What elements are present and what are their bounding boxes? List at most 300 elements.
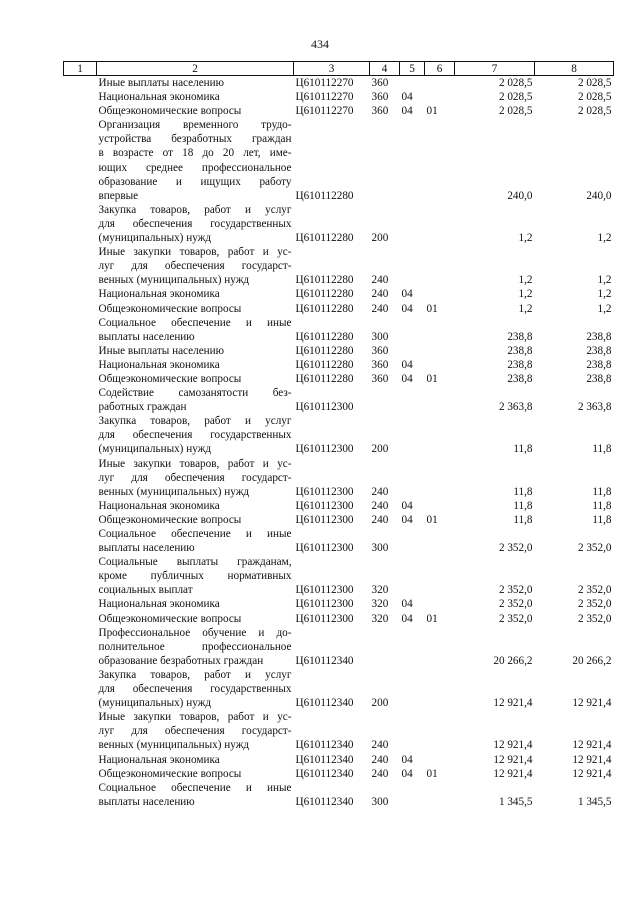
subsection-cell [425,90,455,104]
row-name-line: Общеэкономические вопросы [98,767,242,780]
expense-type-cell: 240 [371,753,389,766]
row-name-line: Национальная экономика [98,288,220,301]
amount-col7-cell: 11,8 [513,513,533,526]
amount-col8-cell: 238,8 [586,372,612,385]
row-name-cell [97,76,294,91]
table-row [64,612,614,626]
amount-col8-cell: 1,2 [597,302,612,315]
row-number-cell [64,457,97,499]
target-code-cell: Ц610112300 [295,443,354,456]
row-name-cell [97,527,294,555]
expense-type-cell: 240 [371,739,389,752]
section-cell: 04 [401,753,413,766]
amount-col7-cell: 238,8 [507,358,533,371]
amount-col8-cell: 1,2 [597,274,612,287]
subsection-cell [425,358,455,372]
amount-col8-cell: 2 352,0 [577,542,612,555]
subsection-cell [425,527,455,555]
row-name-line: в возрасте от 18 до 20 лет, име- [98,147,292,160]
amount-col7-cell: 1,2 [518,302,533,315]
target-code-cell: Ц610112280 [295,358,354,371]
row-name-line: устройства безработных граждан [98,133,292,146]
row-name-line: Общеэкономические вопросы [98,302,242,315]
expense-type-cell: 300 [371,795,389,808]
subsection-cell: 01 [426,302,438,315]
row-name-cell [97,753,294,767]
amount-col7-cell: 2 352,0 [498,612,533,625]
section-cell [400,386,425,414]
table-row [64,372,614,386]
target-code-cell: Ц610112270 [295,77,354,89]
subsection-cell [425,668,455,710]
table-row [64,527,614,555]
target-code-cell: Ц610112270 [295,105,354,118]
target-code-cell: Ц610112340 [295,739,354,752]
expense-type-cell: 320 [371,612,389,625]
table-row [64,781,614,809]
amount-col8-cell: 11,8 [592,443,612,456]
row-name-line: Социальное обеспечение и иные [98,528,292,540]
target-code-cell: Ц610112300 [295,584,354,597]
amount-col7-cell: 11,8 [513,499,533,512]
row-name-line: Социальное обеспечение и иные [98,316,292,329]
target-code-cell: Ц610112340 [295,795,354,808]
subsection-cell [425,457,455,499]
table-row [64,104,614,118]
amount-col7-cell: 12 921,4 [493,767,533,780]
row-name-line: луг для обеспечения государст- [98,725,292,738]
row-number-cell [64,767,97,781]
section-cell [400,245,425,287]
section-cell: 04 [401,105,413,118]
row-name-line: образование и ищущих работу [98,175,292,188]
amount-col8-cell: 1,2 [597,232,612,245]
row-name-line: (муниципальных) нужд [98,443,212,456]
subsection-cell: 01 [426,372,438,385]
table-row [64,668,614,710]
amount-col8-cell: 2 352,0 [577,612,612,625]
amount-col7-cell: 11,8 [513,485,533,498]
amount-col7-cell: 1,2 [518,288,533,301]
row-number-cell [64,372,97,386]
row-name-line: Закупка товаров, работ и услуг [98,415,292,428]
expense-type-cell: 240 [371,302,389,315]
expense-type-cell [370,626,400,668]
row-number-cell [64,287,97,301]
row-name-line: выплаты населению [98,330,195,343]
amount-col7-cell: 11,8 [513,443,533,456]
amount-col8-cell: 2 363,8 [577,401,612,414]
expense-type-cell: 240 [371,513,389,526]
row-name-line: Иные закупки товаров, работ и ус- [98,711,292,724]
table-row [64,767,614,781]
section-cell [400,316,425,344]
row-name-cell [97,597,294,611]
amount-col7-cell: 20 266,2 [493,654,533,667]
section-cell: 04 [401,288,413,301]
subsection-cell [425,555,455,597]
subsection-cell [425,414,455,456]
column-header: 5 [400,62,425,76]
amount-col7-cell: 240,0 [507,189,533,202]
subsection-cell [425,118,455,203]
section-cell: 04 [401,372,413,385]
row-number-cell [64,612,97,626]
section-cell: 04 [401,91,413,104]
target-code-cell: Ц610112300 [295,485,354,498]
subsection-cell: 01 [426,767,438,780]
table-row [64,499,614,513]
target-code-cell: Ц610112340 [295,654,354,667]
row-name-cell [97,767,294,781]
row-name-line: Национальная экономика [98,598,220,611]
row-name-line: для обеспечения государственных [98,683,292,696]
amount-col8-cell: 2 352,0 [577,584,612,597]
row-name-line: Национальная экономика [98,91,220,104]
table-row [64,555,614,597]
row-number-cell [64,414,97,456]
column-number-header-row [64,62,614,76]
target-code-cell: Ц610112280 [295,189,354,202]
subsection-cell [425,753,455,767]
row-name-cell [97,358,294,372]
expense-type-cell: 300 [371,542,389,555]
row-name-cell [97,710,294,752]
amount-col8-cell: 12 921,4 [572,739,612,752]
row-name-line: луг для обеспечения государст- [98,471,292,484]
row-name-line: Общеэкономические вопросы [98,372,242,385]
table-row [64,386,614,414]
table-row [64,358,614,372]
amount-col8-cell: 2 352,0 [577,598,612,611]
row-name-line: для обеспечения государственных [98,217,292,230]
row-name-line: Национальная экономика [98,499,220,512]
row-name-line: Общеэкономические вопросы [98,612,242,625]
amount-col7-cell: 2 028,5 [498,77,533,89]
row-number-cell [64,668,97,710]
amount-col8-cell: 12 921,4 [572,767,612,780]
amount-col8-cell: 11,8 [592,485,612,498]
subsection-cell [425,386,455,414]
row-name-line: венных (муниципальных) нужд [98,739,250,752]
amount-col7-cell: 2 028,5 [498,105,533,118]
subsection-cell [425,344,455,358]
row-name-line: (муниципальных) нужд [98,232,212,245]
section-cell [400,76,425,91]
target-code-cell: Ц610112300 [295,499,354,512]
row-name-line: Закупка товаров, работ и услуг [98,668,292,681]
row-name-line: Общеэкономические вопросы [98,513,242,526]
amount-col8-cell: 11,8 [592,499,612,512]
row-name-line: Общеэкономические вопросы [98,105,242,118]
expense-type-cell: 320 [371,598,389,611]
row-name-line: (муниципальных) нужд [98,697,212,710]
table-row [64,710,614,752]
row-number-cell [64,386,97,414]
row-number-cell [64,90,97,104]
subsection-cell [425,245,455,287]
expense-type-cell: 240 [371,274,389,287]
row-name-line: Содействие самозанятости без- [98,387,292,400]
row-number-cell [64,555,97,597]
table-row [64,753,614,767]
row-name-line: полнительное профессиональное [98,640,292,653]
amount-col8-cell: 238,8 [586,330,612,343]
row-name-line: впервые [98,189,139,202]
row-name-line: Национальная экономика [98,358,220,371]
row-name-line: кроме публичных нормативных [98,570,292,583]
row-name-cell [97,513,294,527]
section-cell [400,626,425,668]
amount-col8-cell: 1 345,5 [577,795,612,808]
row-name-cell [97,316,294,344]
table-row [64,76,614,91]
amount-col7-cell: 2 352,0 [498,542,533,555]
row-number-cell [64,104,97,118]
amount-col7-cell: 2 352,0 [498,598,533,611]
row-name-line: социальных выплат [98,584,193,597]
row-name-line: венных (муниципальных) нужд [98,485,250,498]
row-number-cell [64,527,97,555]
target-code-cell: Ц610112280 [295,372,354,385]
target-code-cell: Ц610112340 [295,767,354,780]
page-number: 434 [311,37,329,51]
row-number-cell [64,499,97,513]
target-code-cell: Ц610112280 [295,288,354,301]
amount-col8-cell: 2 028,5 [577,105,612,118]
amount-col8-cell: 238,8 [586,344,612,357]
row-number-cell [64,118,97,203]
amount-col7-cell: 12 921,4 [493,697,533,710]
expense-type-cell: 360 [371,358,389,371]
table-body [64,76,614,809]
row-name-line: Организация временного трудо- [98,119,292,132]
subsection-cell: 01 [426,105,438,118]
row-name-cell [97,386,294,414]
table-row [64,203,614,245]
column-header: 7 [455,62,535,76]
amount-col8-cell: 2 028,5 [577,77,612,89]
amount-col7-cell: 1,2 [518,274,533,287]
row-name-cell [97,302,294,316]
target-code-cell: Ц610112300 [295,598,354,611]
table-row [64,344,614,358]
expense-type-cell: 360 [371,91,389,104]
row-name-cell [97,287,294,301]
column-header: 4 [370,62,400,76]
row-number-cell [64,358,97,372]
section-cell [400,781,425,809]
row-number-cell [64,626,97,668]
row-name-cell [97,344,294,358]
target-code-cell: Ц610112280 [295,274,354,287]
section-cell [400,414,425,456]
amount-col7-cell: 12 921,4 [493,753,533,766]
row-number-cell [64,781,97,809]
section-cell [400,457,425,499]
subsection-cell [425,76,455,91]
table-row [64,302,614,316]
section-cell [400,555,425,597]
section-cell [400,710,425,752]
amount-col7-cell: 12 921,4 [493,739,533,752]
subsection-cell: 01 [426,513,438,526]
amount-col7-cell: 1 345,5 [498,795,533,808]
target-code-cell: Ц610112280 [295,232,354,245]
section-cell: 04 [401,612,413,625]
column-header: 3 [294,62,370,76]
row-name-cell [97,118,294,203]
amount-col8-cell: 11,8 [592,513,612,526]
target-code-cell: Ц610112340 [295,753,354,766]
subsection-cell [425,203,455,245]
amount-col8-cell: 240,0 [586,189,612,202]
row-name-cell [97,457,294,499]
row-name-line: образование безработных граждан [98,654,264,667]
target-code-cell: Ц610112300 [295,542,354,555]
section-cell: 04 [401,513,413,526]
column-header: 2 [97,62,294,76]
row-name-cell [97,203,294,245]
expense-type-cell: 240 [371,499,389,512]
column-header: 8 [535,62,614,76]
target-code-cell: Ц610112300 [295,513,354,526]
subsection-cell [425,597,455,611]
row-number-cell [64,245,97,287]
expense-type-cell [370,118,400,203]
expense-type-cell: 200 [371,697,389,710]
table-row [64,245,614,287]
table-row [64,118,614,203]
row-name-line: для обеспечения государственных [98,429,292,442]
amount-col8-cell: 12 921,4 [572,697,612,710]
expense-type-cell: 200 [371,232,389,245]
row-name-cell [97,414,294,456]
row-number-cell [64,203,97,245]
row-number-cell [64,302,97,316]
expense-type-cell: 240 [371,288,389,301]
expense-type-cell: 320 [371,584,389,597]
target-code-cell: Ц610112270 [295,91,354,104]
expense-type-cell: 300 [371,330,389,343]
expense-type-cell: 360 [371,344,389,357]
subsection-cell [425,781,455,809]
row-number-cell [64,513,97,527]
row-number-cell [64,76,97,91]
table-row [64,414,614,456]
row-name-cell [97,245,294,287]
row-number-cell [64,597,97,611]
section-cell: 04 [401,302,413,315]
section-cell [400,203,425,245]
subsection-cell [425,287,455,301]
row-name-line: Социальное обеспечение и иные [98,781,292,794]
row-name-cell [97,90,294,104]
row-name-cell [97,781,294,809]
expense-type-cell [370,386,400,414]
table-row [64,316,614,344]
table-row [64,597,614,611]
table-row [64,513,614,527]
row-number-cell [64,316,97,344]
row-name-line: работных граждан [98,401,187,414]
section-cell [400,344,425,358]
budget-table [63,61,614,809]
section-cell: 04 [401,358,413,371]
amount-col8-cell: 2 028,5 [577,91,612,104]
subsection-cell: 01 [426,612,438,625]
amount-col8-cell: 238,8 [586,358,612,371]
section-cell: 04 [401,499,413,512]
amount-col7-cell: 2 363,8 [498,401,533,414]
row-name-line: венных (муниципальных) нужд [98,274,250,287]
target-code-cell: Ц610112280 [295,330,354,343]
row-number-cell [64,753,97,767]
amount-col7-cell: 1,2 [518,232,533,245]
row-name-cell [97,555,294,597]
table-row [64,90,614,104]
target-code-cell: Ц610112280 [295,344,354,357]
row-name-cell [97,372,294,386]
target-code-cell: Ц610112340 [295,697,354,710]
table-row [64,626,614,668]
row-name-line: Иные закупки товаров, работ и ус- [98,457,292,470]
section-cell: 04 [401,598,413,611]
row-name-cell [97,626,294,668]
row-name-line: луг для обеспечения государст- [98,260,292,273]
row-name-line: выплаты населению [98,542,195,555]
row-name-cell [97,104,294,118]
subsection-cell [425,710,455,752]
expense-type-cell: 240 [371,767,389,780]
target-code-cell: Ц610112300 [295,401,354,414]
row-number-cell [64,710,97,752]
row-name-cell [97,668,294,710]
row-name-line: Иные выплаты населению [98,77,224,89]
amount-col7-cell: 2 028,5 [498,91,533,104]
section-cell: 04 [401,767,413,780]
row-name-line: Национальная экономика [98,753,220,766]
table-row [64,457,614,499]
row-name-line: выплаты населению [98,795,195,808]
section-cell [400,118,425,203]
expense-type-cell: 200 [371,443,389,456]
row-name-cell [97,612,294,626]
expense-type-cell: 360 [371,372,389,385]
subsection-cell [425,499,455,513]
row-name-cell [97,499,294,513]
row-number-cell [64,344,97,358]
target-code-cell: Ц610112280 [295,302,354,315]
row-name-line: Закупка товаров, работ и услуг [98,203,292,216]
expense-type-cell: 240 [371,485,389,498]
row-name-line: Социальные выплаты гражданам, [98,556,292,569]
target-code-cell: Ц610112300 [295,612,354,625]
amount-col7-cell: 238,8 [507,372,533,385]
section-cell [400,527,425,555]
row-name-line: Иные выплаты населению [98,344,224,357]
row-name-line: ющих среднее профессиональное [98,161,292,174]
column-header: 6 [425,62,455,76]
subsection-cell [425,316,455,344]
column-header: 1 [64,62,97,76]
amount-col8-cell: 1,2 [597,288,612,301]
row-name-line: Иные закупки товаров, работ и ус- [98,246,292,259]
expense-type-cell: 360 [371,77,389,89]
amount-col7-cell: 238,8 [507,330,533,343]
expense-type-cell: 360 [371,105,389,118]
amount-col8-cell: 20 266,2 [572,654,612,667]
